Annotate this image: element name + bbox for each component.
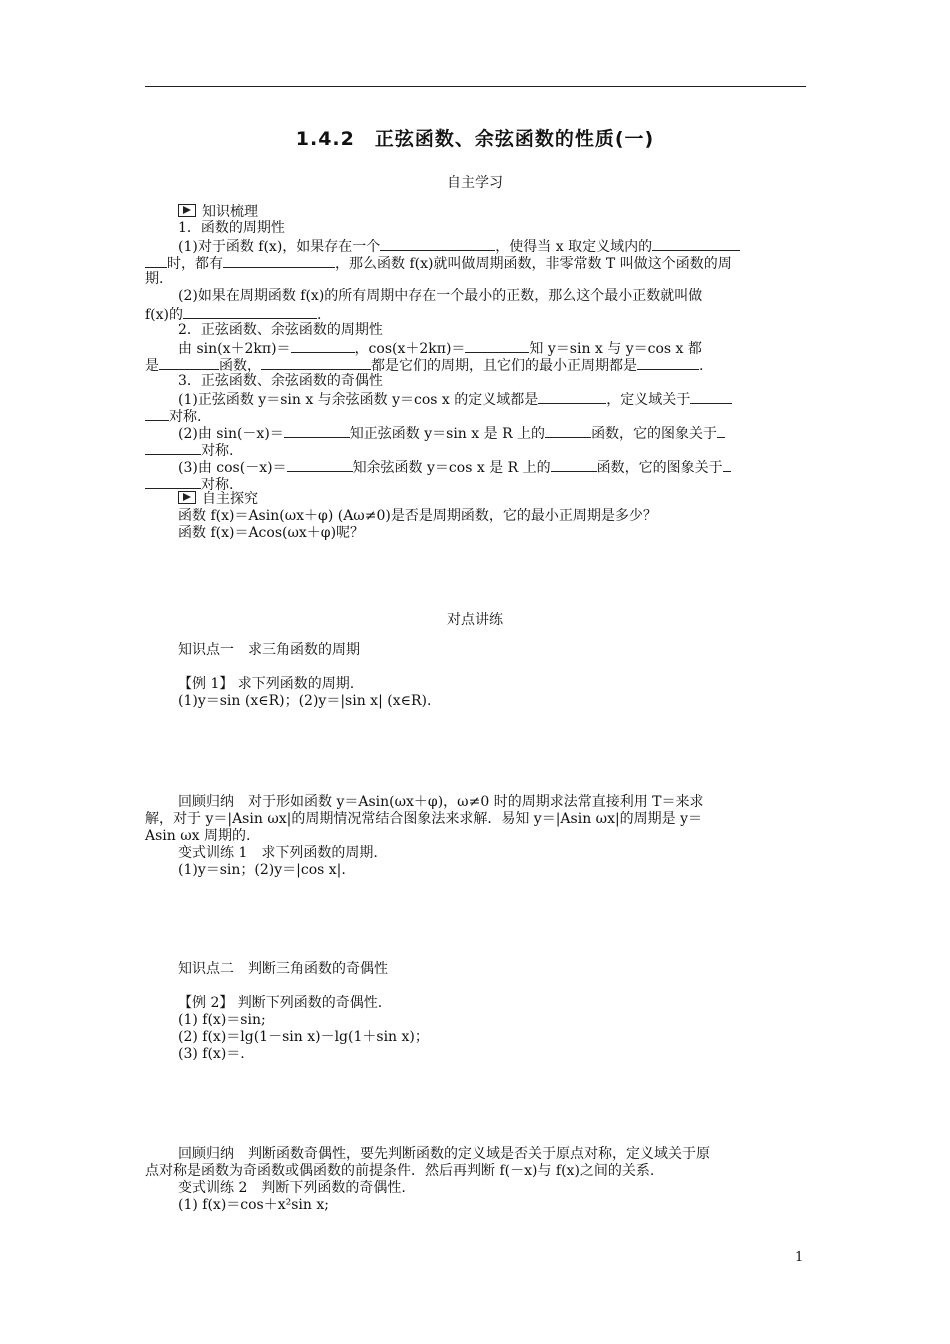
subheading-knowledge-review: 知识梳理 <box>178 204 258 221</box>
blank-field[interactable] <box>287 458 353 472</box>
para-2-line-1: (2)如果在周期函数 f(x)的所有周期中存在一个最小的正数，那么这个最小正数就叫做 <box>178 288 703 304</box>
example-2-item-1: (1) f(x)＝sin; <box>178 1012 266 1028</box>
section-practice: 对点讲练 <box>447 612 503 628</box>
blank-field[interactable] <box>380 237 495 251</box>
blank-field[interactable] <box>291 339 355 353</box>
blank-field[interactable] <box>637 356 699 370</box>
review-2-line-2: 点对称是函数为奇函数或偶函数的前提条件．然后再判断 f(－x)与 f(x)之间的关系. <box>145 1163 655 1179</box>
para-2-line-2: f(x)的 . <box>145 307 322 323</box>
para-6-line-2: 对称. <box>145 475 233 494</box>
blank-field[interactable] <box>551 458 597 472</box>
blank-field[interactable] <box>145 441 201 455</box>
blank-field[interactable] <box>183 305 317 319</box>
example-2-heading: 【例 2】 判断下列函数的奇偶性. <box>178 995 383 1011</box>
variant-2-item-1: (1) f(x)＝cos＋x²sin x; <box>178 1197 329 1213</box>
blank-field[interactable] <box>284 424 350 438</box>
para-4-line-1: (1)正弦函数 y＝sin x 与余弦函数 y＝cos x 的定义域都是 ，定义域关于 <box>178 390 732 409</box>
blank-field[interactable] <box>145 475 201 489</box>
para-5-line-2: 对称. <box>145 441 233 460</box>
variant-2-heading: 变式训练 2 判断下列函数的奇偶性. <box>178 1180 406 1196</box>
para-1-line-1: (1)对于函数 f(x)，如果存在一个 ，使得当 x 取定义域内的 <box>178 237 740 256</box>
blank-field[interactable] <box>159 356 219 370</box>
play-icon <box>178 204 196 217</box>
para-3-line-2: 是 函数， 都是它们的周期，且它们的最小正周期都是 . <box>145 358 704 374</box>
para-1-line-3: 期. <box>145 271 164 287</box>
para-5-line-1: (2)由 sin(－x)＝ 知正弦函数 y＝sin x 是 R 上的 函数，它的图象关于 <box>178 424 725 443</box>
play-icon <box>178 491 196 504</box>
subheading-self-explore: 自主探究 <box>178 491 258 508</box>
explore-question-1: 函数 f(x)＝Asin(ωx＋φ) (Aω≠0)是否是周期函数，它的最小正周期是多少？ <box>178 508 657 524</box>
review-1-line-2: 解，对于 y＝|Asin ωx|的周期情况常结合图象法来求解．易知 y＝|Asin ωx|的周期是 y＝ <box>145 811 703 827</box>
example-2-item-2: (2) f(x)＝lg(1－sin x)－lg(1＋sin x)； <box>178 1029 429 1045</box>
variant-1-heading: 变式训练 1 求下列函数的周期. <box>178 845 378 861</box>
example-2-item-3: (3) f(x)＝. <box>178 1046 245 1062</box>
blank-field[interactable] <box>223 254 335 268</box>
para-3-line-1: 由 sin(x＋2kπ)＝ ，cos(x＋2kπ)＝ 知 y＝sin x 与 y＝cos x 都 <box>178 341 702 357</box>
para-4-line-2: 对称. <box>145 407 201 426</box>
blank-field[interactable] <box>652 237 740 251</box>
review-1-line-1: 回顾归纳 对于形如函数 y＝Asin(ωx＋φ)，ω≠0 时的周期求法常直接利用 T＝来求 <box>178 794 704 810</box>
heading-periodicity: 1．函数的周期性 <box>178 220 285 236</box>
example-1-items: (1)y＝sin (x∈R)；(2)y＝|sin x| (x∈R). <box>178 693 432 709</box>
heading-sin-cos-period: 2．正弦函数、余弦函数的周期性 <box>178 322 383 338</box>
header-rule <box>145 86 806 87</box>
example-1-heading: 【例 1】 求下列函数的周期. <box>178 676 355 692</box>
blank-field[interactable] <box>538 390 606 404</box>
blank-field[interactable] <box>145 254 167 268</box>
knowledge-point-2: 知识点二 判断三角函数的奇偶性 <box>178 961 388 977</box>
blank-field[interactable] <box>145 407 169 421</box>
blank-field[interactable] <box>261 356 371 370</box>
blank-field[interactable] <box>723 458 731 472</box>
variant-1-items: (1)y＝sin；(2)y＝|cos x|. <box>178 862 346 878</box>
blank-field[interactable] <box>545 424 591 438</box>
blank-field[interactable] <box>717 424 725 438</box>
review-1-line-3: Asin ωx 周期的. <box>145 828 251 844</box>
para-6-line-1: (3)由 cos(－x)＝ 知余弦函数 y＝cos x 是 R 上的 函数，它的图象关于 <box>178 458 731 477</box>
knowledge-point-1: 知识点一 求三角函数的周期 <box>178 642 360 658</box>
blank-field[interactable] <box>465 339 529 353</box>
para-1-line-2: 时，都有 ，那么函数 f(x)就叫做周期函数，非零常数 T 叫做这个函数的周 <box>145 254 732 273</box>
page-title: 1.4.2 正弦函数、余弦函数的性质(一) <box>295 128 655 150</box>
review-2-line-1: 回顾归纳 判断函数奇偶性，要先判断函数的定义域是否关于原点对称，定义域关于原 <box>178 1146 710 1162</box>
section-self-study: 自主学习 <box>447 175 503 191</box>
blank-field[interactable] <box>690 390 732 404</box>
explore-question-2: 函数 f(x)＝Acos(ωx＋φ)呢？ <box>178 525 365 541</box>
heading-parity: 3．正弦函数、余弦函数的奇偶性 <box>178 373 383 389</box>
page-number: 1 <box>795 1250 804 1265</box>
